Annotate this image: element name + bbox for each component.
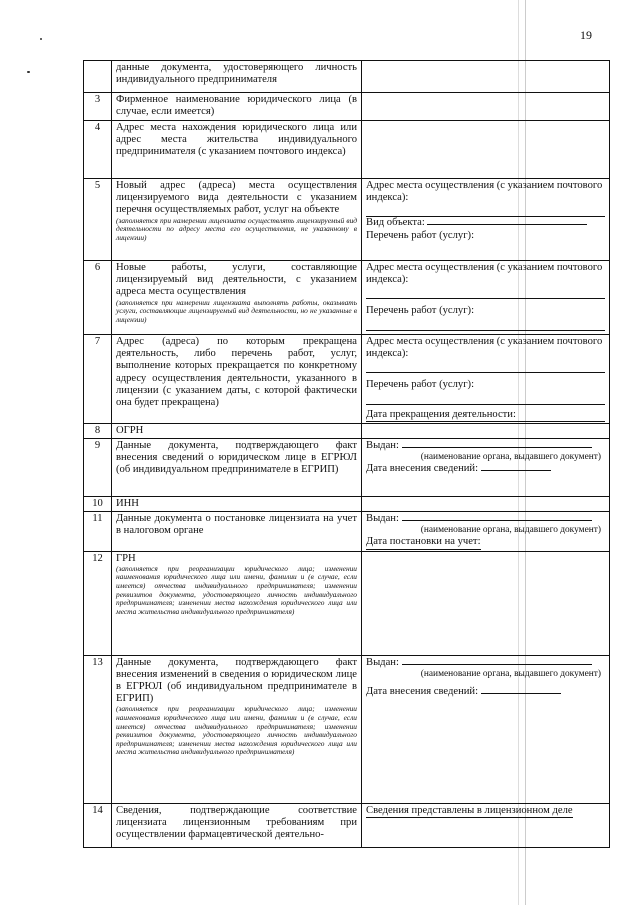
- scan-speck: [40, 38, 42, 40]
- issuer-hint: (наименование органа, выдавшего документ): [420, 452, 601, 463]
- row-value-cell: [362, 497, 610, 512]
- row-description: Фирменное наименование юридического лица (в случае, если имеется): [112, 93, 362, 121]
- row-value-cell: [362, 655, 610, 803]
- scan-speck: [27, 71, 30, 73]
- row-value-cell: [362, 61, 610, 93]
- row-value-cell: [362, 335, 610, 424]
- address-fill-line: [366, 361, 605, 373]
- row-description: ОГРН: [112, 423, 362, 438]
- row-note: (заполняется при намерении лицензиата выполнять работы, оказывать услуги, составляющие лицензируемый вид деятельности, но не указанные в лицензии): [116, 297, 357, 324]
- row-description: Данные документа, подтверждающего факт внесения изменений в сведения о юридическом лице в ЕГРЮЛ (об индивидуальном предпринимателе в ЕГРИП): [116, 656, 357, 705]
- row-note: (заполняется при реорганизации юридического лица; изменении наименования юридического лица или имени, фамилии и (в случае, если имеется) отчества индивидуального предпринимателя; изменении реквизитов документа, удостоверяющего личность индивидуального предпринимателя; изменении места нахождения юридического лица или места жительства индивидуального предпринимателя): [116, 563, 357, 616]
- row-number: 5: [84, 179, 112, 261]
- issued-fill-line: [402, 447, 592, 448]
- row-description: ИНН: [112, 497, 362, 512]
- address-fill-line: [366, 287, 605, 299]
- table-row: [84, 93, 610, 121]
- object-type-label: Вид объекта:: [366, 217, 425, 229]
- issued-fill-line: [402, 520, 592, 521]
- row-value-cell: [362, 512, 610, 551]
- row-number: 3: [84, 93, 112, 121]
- entry-date-fill-line: [481, 470, 551, 471]
- row-description: Адрес места нахождения юридического лица или адрес места жительства индивидуального предпринимателя (с указанием почтового индекса): [112, 121, 362, 179]
- row-description: Сведения, подтверждающие соответствие лицензиата лицензионным требованиям при осуществлении фармацевтической деятельно-: [112, 803, 362, 847]
- row-number: [84, 61, 112, 93]
- row-note: (заполняется при намерении лицензиата осуществлять лицензируемый вид деятельности по адресу места его осуществления, не указанному в лицензии): [116, 215, 357, 242]
- works-fill-line: [366, 319, 605, 331]
- row-number: 7: [84, 335, 112, 424]
- stop-date-label: Дата прекращения деятельности:: [366, 409, 605, 422]
- entry-date-label: Дата внесения сведений:: [366, 463, 479, 475]
- row-description: данные документа, удостоверяющего личность индивидуального предпринимателя: [112, 61, 362, 93]
- issued-fill-line: [402, 664, 592, 665]
- row-description-cell: [112, 655, 362, 803]
- page-number: 19: [580, 28, 592, 42]
- table-row: [84, 655, 610, 803]
- row-description: ГРН: [116, 552, 136, 564]
- table-row: [84, 61, 610, 93]
- row-number: 8: [84, 423, 112, 438]
- table-row: [84, 335, 610, 424]
- issued-label: Выдан:: [366, 656, 399, 668]
- row-description: Новый адрес (адреса) места осуществления лицензируемого вида деятельности с указанием перечня осуществляемых работ, услуг на объекте: [116, 180, 357, 216]
- works-fill-line: [366, 393, 605, 405]
- row-value-cell: [362, 261, 610, 335]
- row-value-cell: [362, 179, 610, 261]
- table-row: [84, 551, 610, 655]
- row-description: Данные документа о постановке лицензиата на учет в налоговом органе: [112, 512, 362, 551]
- table-row: [84, 261, 610, 335]
- row-value-cell: [362, 803, 610, 847]
- reg-date-label: Дата постановки на учет:: [366, 536, 481, 549]
- row-description: Данные документа, подтверждающего факт внесения сведений о юридическом лице в ЕГРЮЛ (об индивидуальном предпринимателе в ЕГРИП): [112, 439, 362, 497]
- license-form-table: [83, 60, 610, 848]
- entry-date-fill-line: [481, 693, 561, 694]
- address-label: Адрес места осуществления (с указанием почтового индекса):: [366, 336, 603, 360]
- row-number: 12: [84, 551, 112, 655]
- row-value-cell: [362, 551, 610, 655]
- row-description-cell: [112, 551, 362, 655]
- works-label: Перечень работ (услуг):: [366, 379, 475, 391]
- row-value-cell: [362, 121, 610, 179]
- row-note: (заполняется при реорганизации юридического лица; изменении наименования юридического лица или имени, фамилии и (в случае, если имеется) отчества индивидуального предпринимателя; изменении реквизитов документа, удостоверяющего личность индивидуального предпринимателя; изменении места нахождения юридического лица или места жительства индивидуального предпринимателя): [116, 704, 357, 757]
- row-number: 10: [84, 497, 112, 512]
- row-value-cell: [362, 93, 610, 121]
- table-row: [84, 439, 610, 497]
- table-row: [84, 803, 610, 847]
- address-label: Адрес места осуществления (с указанием почтового индекса):: [366, 180, 603, 204]
- row-description-cell: [112, 261, 362, 335]
- entry-date-label: Дата внесения сведений:: [366, 685, 479, 697]
- table-row: [84, 512, 610, 551]
- row-description: Новые работы, услуги, составляющие лицензируемый вид деятельности, с указанием адреса места осуществления: [116, 262, 357, 298]
- row-value-cell: [362, 423, 610, 438]
- issuer-hint: (наименование органа, выдавшего документ): [420, 525, 601, 536]
- issuer-hint: (наименование органа, выдавшего документ): [420, 668, 601, 679]
- row-number: 11: [84, 512, 112, 551]
- row-description-cell: [112, 179, 362, 261]
- works-label: Перечень работ (услуг):: [366, 305, 475, 317]
- row-number: 9: [84, 439, 112, 497]
- object-type-fill-line: [427, 224, 587, 225]
- row-number: 13: [84, 655, 112, 803]
- row-description: Адрес (адреса) по которым прекращена деятельность, либо перечень работ, услуг, выполнение которых прекращается по конкретному адресу осуществления деятельности, указанного в лицензии (с указанием даты, с которой фактически она будет прекращена): [112, 335, 362, 424]
- row-number: 6: [84, 261, 112, 335]
- row-number: 14: [84, 803, 112, 847]
- license-file-note: Сведения представлены в лицензионном деле: [366, 805, 573, 818]
- issued-label: Выдан:: [366, 440, 399, 452]
- issued-label: Выдан:: [366, 513, 399, 525]
- table-row: [84, 121, 610, 179]
- table-row: [84, 497, 610, 512]
- address-label: Адрес места осуществления (с указанием почтового индекса):: [366, 262, 603, 286]
- address-fill-line: [366, 205, 605, 217]
- row-number: 4: [84, 121, 112, 179]
- table-row: [84, 179, 610, 261]
- table-row: [84, 423, 610, 438]
- row-value-cell: [362, 439, 610, 497]
- works-label: Перечень работ (услуг):: [366, 229, 475, 241]
